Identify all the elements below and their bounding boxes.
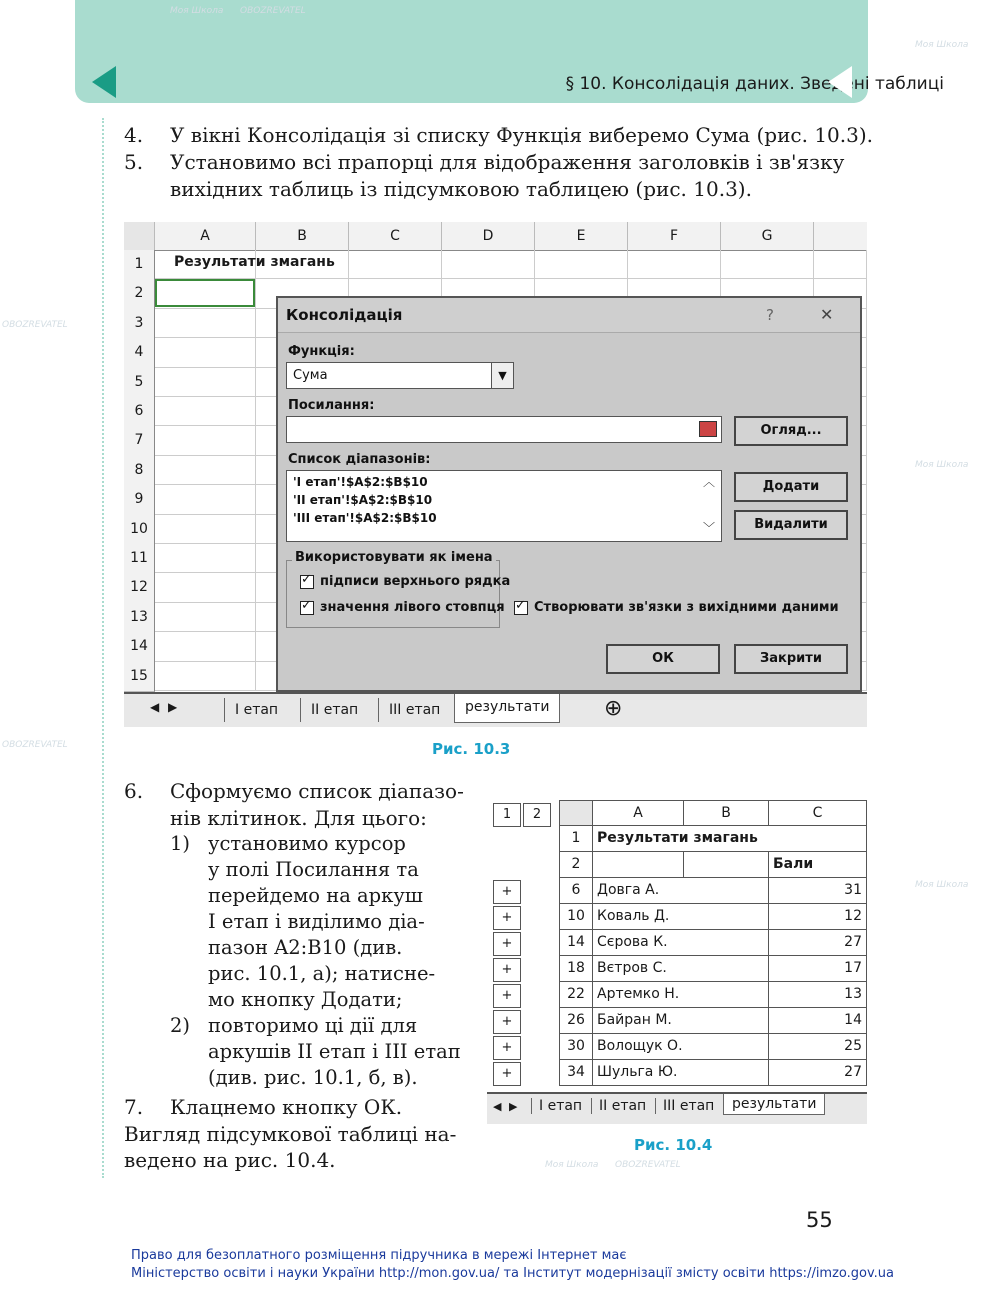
tab-scroll-right-icon[interactable]: ▶ <box>509 1100 518 1113</box>
row-header[interactable]: 7 <box>124 426 155 456</box>
grid-cell[interactable] <box>155 485 256 514</box>
step-7 <box>124 1094 402 1121</box>
expand-group-button[interactable]: + <box>493 984 521 1008</box>
tab-results[interactable]: результати <box>723 1094 825 1115</box>
row-header[interactable]: 2 <box>559 852 593 878</box>
range-item[interactable]: 'ІІ етап'!$A$2:$B$10 <box>293 493 433 507</box>
column-header-a[interactable]: A <box>593 800 684 826</box>
row-header[interactable]: 22 <box>559 982 593 1008</box>
name-cell[interactable]: Вєтров С. <box>593 956 769 982</box>
watermark: Моя Школа <box>170 6 224 16</box>
empty-cell[interactable] <box>593 852 684 878</box>
cell-a1[interactable]: Результати змагань <box>174 254 335 270</box>
row-header[interactable]: 18 <box>559 956 593 982</box>
expand-group-button[interactable]: + <box>493 932 521 956</box>
step-5-continuation: вихідних таблиць із підсумковою таблицею (рис. 10.3). <box>170 177 752 201</box>
chevron-down-icon[interactable]: ▼ <box>491 363 513 388</box>
grid-cell[interactable] <box>628 250 721 279</box>
grid-cell[interactable] <box>155 456 256 485</box>
watermark: OBOZREVATEL <box>615 1160 681 1170</box>
browse-button[interactable]: Огляд... <box>734 416 848 446</box>
watermark: OBOZREVATEL <box>240 6 306 16</box>
grid-cell[interactable] <box>442 250 535 279</box>
watermark: OBOZREVATEL <box>2 740 68 750</box>
row-header[interactable]: 26 <box>559 1008 593 1034</box>
row-header[interactable]: 6 <box>124 397 155 427</box>
use-labels-group <box>286 560 500 628</box>
substep-line: аркушів ІІ етап і ІІІ етап <box>208 1040 461 1063</box>
column-header-d[interactable]: D <box>442 222 535 251</box>
row-header[interactable]: 3 <box>124 309 155 339</box>
tab-results[interactable]: результати <box>454 694 560 723</box>
consolidation-dialog <box>276 296 862 692</box>
row-header[interactable]: 11 <box>124 544 155 574</box>
watermark: Моя Школа <box>545 1160 599 1170</box>
margin-dotted-line <box>102 118 104 1178</box>
column-header-g[interactable]: G <box>721 222 814 251</box>
range-picker-icon[interactable] <box>699 421 717 437</box>
substep-line: у полі Посилання та <box>208 858 419 881</box>
scroll-up-icon[interactable]: ︿ <box>703 475 716 489</box>
column-header-a[interactable]: A <box>155 222 256 251</box>
step-5 <box>124 149 844 176</box>
grid-cell[interactable] <box>155 662 256 691</box>
row-header[interactable]: 2 <box>124 279 155 309</box>
column-header-h[interactable] <box>814 222 867 251</box>
name-cell[interactable]: Сєрова К. <box>593 930 769 956</box>
section-title: § 10. Консолідація даних. Зведені таблиці <box>565 74 944 94</box>
row-header[interactable]: 5 <box>124 368 155 398</box>
substep-line: перейдемо на аркуш <box>208 884 423 907</box>
expand-group-button[interactable]: + <box>493 1010 521 1034</box>
tab-scroll-left-icon[interactable]: ◀ <box>150 700 160 714</box>
use-labels-legend: Використовувати як імена <box>292 550 496 565</box>
row-header[interactable]: 4 <box>124 338 155 368</box>
grid-cell[interactable] <box>721 250 814 279</box>
row-header[interactable]: 12 <box>124 573 155 603</box>
row-header[interactable]: 1 <box>559 826 593 852</box>
watermark: OBOZREVATEL <box>2 320 68 330</box>
expand-group-button[interactable]: + <box>493 906 521 930</box>
grid-cell[interactable] <box>155 368 256 397</box>
grid-cell[interactable] <box>814 250 867 279</box>
column-header-c[interactable]: C <box>769 800 867 826</box>
checkbox-checked-icon[interactable] <box>514 601 528 615</box>
column-header-c[interactable]: C <box>349 222 442 251</box>
step-text: У вікні Консолідація зі списку Функція виберемо Сума (рис. 10.3). <box>170 123 874 147</box>
row-header[interactable]: 14 <box>559 930 593 956</box>
row-header[interactable]: 13 <box>124 603 155 633</box>
add-button[interactable]: Додати <box>734 472 848 502</box>
points-cell[interactable]: 13 <box>769 982 867 1008</box>
step-4 <box>124 122 873 149</box>
row-header[interactable]: 10 <box>124 515 155 545</box>
select-all-corner[interactable] <box>559 800 593 826</box>
watermark: Моя Школа <box>915 880 969 890</box>
step-7-after-1: Вигляд підсумкової таблиці на- <box>124 1122 457 1146</box>
points-cell[interactable]: 14 <box>769 1008 867 1034</box>
row-header[interactable]: 8 <box>124 456 155 486</box>
substep-1-number: 1) <box>170 832 191 855</box>
grid-cell[interactable] <box>155 309 256 338</box>
step-number: 4. <box>124 123 144 147</box>
range-item[interactable]: 'І етап'!$A$2:$B$10 <box>293 475 428 489</box>
close-icon[interactable]: ✕ <box>820 305 834 324</box>
column-header-f[interactable]: F <box>628 222 721 251</box>
footer-line-2: Міністерство освіти і науки України http://mon.gov.ua/ та Інститут модернізації змісту освіти https://imzo.gov.ua <box>131 1266 895 1281</box>
points-cell[interactable]: 31 <box>769 878 867 904</box>
watermark: Моя Школа <box>915 460 969 470</box>
sheet-tab-bar <box>124 692 867 727</box>
row-header[interactable]: 9 <box>124 485 155 515</box>
function-label: Функція: <box>288 344 355 359</box>
row-header[interactable]: 30 <box>559 1034 593 1060</box>
figure-caption-10-4: Рис. 10.4 <box>634 1136 713 1154</box>
row-header[interactable]: 15 <box>124 662 155 692</box>
tab-stage-2[interactable]: ІІ етап <box>591 1098 653 1114</box>
grid-cell[interactable] <box>155 603 256 632</box>
top-row-checkbox[interactable] <box>300 574 510 589</box>
prev-page-arrow-icon[interactable] <box>92 66 116 98</box>
grid-cell[interactable] <box>349 250 442 279</box>
help-icon[interactable]: ? <box>766 306 774 324</box>
step-text: Сформуємо список діапазо- <box>170 779 464 803</box>
sheet-tab-bar <box>487 1092 867 1124</box>
grid-cell[interactable] <box>155 632 256 661</box>
step-text: Клацнемо кнопку ОК. <box>170 1095 403 1119</box>
row-header[interactable]: 1 <box>124 250 155 280</box>
substep-line: І етап і виділимо діа- <box>208 910 425 933</box>
grid-cell[interactable] <box>155 397 256 426</box>
dialog-titlebar <box>278 298 860 333</box>
substep-2-number: 2) <box>170 1014 191 1037</box>
tab-stage-3[interactable]: ІІІ етап <box>378 698 450 722</box>
substep-line: пазон A2:B10 (див. <box>208 936 403 959</box>
step-6 <box>124 778 464 805</box>
delete-button[interactable]: Видалити <box>734 510 848 540</box>
substep-line: (див. рис. 10.1, б, в). <box>208 1066 418 1089</box>
outline-level-2[interactable]: 2 <box>523 803 551 827</box>
left-column-checkbox[interactable] <box>300 600 505 615</box>
function-select[interactable] <box>286 362 514 389</box>
row-header[interactable]: 14 <box>124 632 155 662</box>
substep-line: мо кнопку Додати; <box>208 988 403 1011</box>
ranges-list[interactable] <box>286 470 722 542</box>
spreadsheet-fig-10-4 <box>487 800 867 1122</box>
grid-cell[interactable] <box>155 426 256 455</box>
ok-button[interactable]: ОК <box>606 644 720 674</box>
tab-stage-3[interactable]: ІІІ етап <box>655 1098 721 1114</box>
grid-cell[interactable] <box>155 544 256 573</box>
column-header-b[interactable]: B <box>256 222 349 251</box>
reference-input[interactable] <box>286 416 722 443</box>
column-header-b[interactable]: B <box>684 800 769 826</box>
create-links-label: Створювати зв'язки з вихідними даними <box>534 600 839 615</box>
reference-label: Посилання: <box>288 398 375 413</box>
tab-scroll-right-icon[interactable]: ▶ <box>168 700 178 714</box>
row-header[interactable]: 6 <box>559 878 593 904</box>
points-cell[interactable]: 25 <box>769 1034 867 1060</box>
points-cell[interactable]: 27 <box>769 1060 867 1086</box>
range-item[interactable]: 'ІІІ етап'!$A$2:$B$10 <box>293 511 437 525</box>
select-all-corner[interactable] <box>124 222 155 251</box>
points-cell[interactable]: 12 <box>769 904 867 930</box>
expand-group-button[interactable]: + <box>493 1036 521 1060</box>
page-number: 55 <box>806 1208 833 1232</box>
name-cell[interactable]: Артемко Н. <box>593 982 769 1008</box>
close-button[interactable]: Закрити <box>734 644 848 674</box>
name-cell[interactable]: Довга А. <box>593 878 769 904</box>
row-header[interactable]: 34 <box>559 1060 593 1086</box>
create-links-checkbox[interactable] <box>514 600 839 615</box>
substep-1 <box>208 831 435 1013</box>
step-6-line-2: нів клітинок. Для цього: <box>170 806 427 830</box>
name-cell[interactable]: Байран М. <box>593 1008 769 1034</box>
expand-group-button[interactable]: + <box>493 1062 521 1086</box>
expand-group-button[interactable]: + <box>493 958 521 982</box>
step-text: Установимо всі прапорці для відображення заголовків і зв'язку <box>170 150 845 174</box>
name-cell[interactable]: Волощук О. <box>593 1034 769 1060</box>
expand-group-button[interactable]: + <box>493 880 521 904</box>
step-number: 5. <box>124 150 144 174</box>
figure-caption-10-3: Рис. 10.3 <box>432 740 511 758</box>
checkbox-checked-icon[interactable] <box>300 575 314 589</box>
points-cell[interactable]: 27 <box>769 930 867 956</box>
title-cell[interactable]: Результати змагань <box>593 826 867 852</box>
top-row-label: підписи верхнього рядка <box>320 574 511 589</box>
left-column-label: значення лівого стовпця <box>320 600 505 615</box>
function-value: Сума <box>293 368 328 383</box>
ranges-label: Список діапазонів: <box>288 452 431 467</box>
dialog-title: Консолідація <box>286 306 403 324</box>
tab-stage-2[interactable]: ІІ етап <box>300 698 368 722</box>
name-cell[interactable]: Коваль Д. <box>593 904 769 930</box>
step-number: 7. <box>124 1095 144 1119</box>
add-sheet-icon[interactable]: ⊕ <box>604 696 623 721</box>
substep-2 <box>208 1013 461 1091</box>
empty-cell[interactable] <box>684 852 769 878</box>
grid-cell[interactable] <box>155 573 256 602</box>
tab-stage-1[interactable]: І етап <box>224 698 288 722</box>
grid-cell[interactable] <box>155 515 256 544</box>
grid-cell[interactable] <box>535 250 628 279</box>
substep-line: установимо курсор <box>208 832 406 855</box>
step-7-after-2: ведено на рис. 10.4. <box>124 1148 336 1172</box>
tab-scroll-left-icon[interactable]: ◀ <box>493 1100 502 1113</box>
row-header[interactable]: 10 <box>559 904 593 930</box>
tab-stage-1[interactable]: І етап <box>531 1098 589 1114</box>
grid-cell[interactable] <box>155 338 256 367</box>
substep-line: рис. 10.1, а); натисне- <box>208 962 436 985</box>
step-number: 6. <box>124 779 144 803</box>
substep-line: повторимо ці дії для <box>208 1014 418 1037</box>
name-cell[interactable]: Шульга Ю. <box>593 1060 769 1086</box>
next-page-arrow-icon[interactable] <box>828 66 852 98</box>
watermark: Моя Школа <box>915 40 969 50</box>
checkbox-checked-icon[interactable] <box>300 601 314 615</box>
selected-cell-a2[interactable] <box>155 279 255 307</box>
footer-line-1: Право для безоплатного розміщення підручника в мережі Інтернет має <box>131 1248 627 1263</box>
points-header[interactable]: Бали <box>769 852 867 878</box>
outline-level-1[interactable]: 1 <box>493 803 521 827</box>
column-header-e[interactable]: E <box>535 222 628 251</box>
points-cell[interactable]: 17 <box>769 956 867 982</box>
scroll-down-icon[interactable]: ﹀ <box>703 521 716 535</box>
